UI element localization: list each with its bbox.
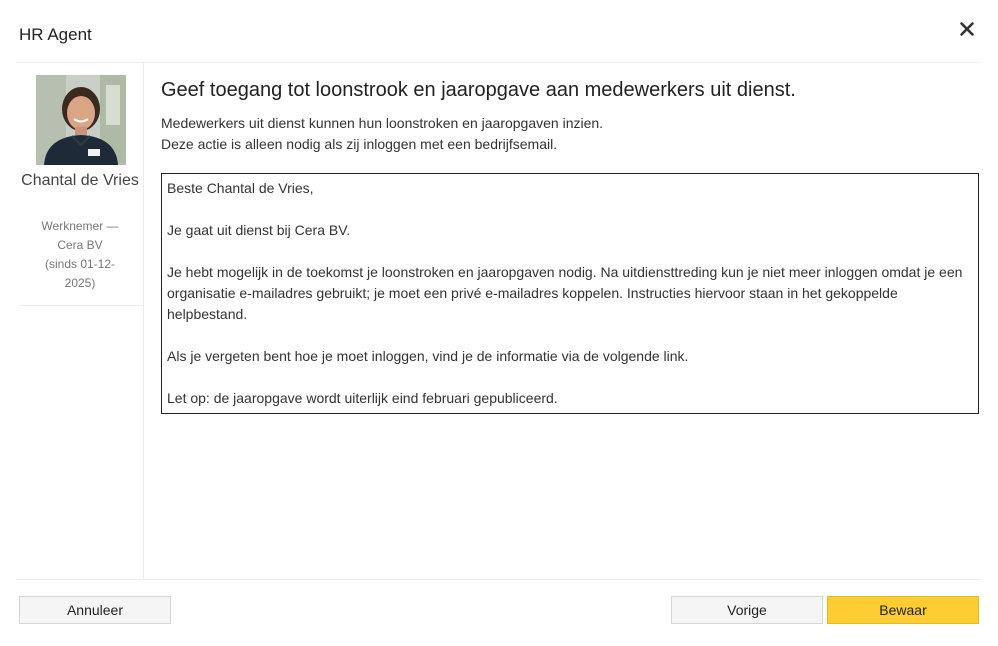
main-content [161, 63, 981, 579]
letter-paragraph: Je gaat uit dienst bij Cera BV. [167, 222, 351, 238]
dialog-header [0, 0, 998, 62]
description-line: Medewerkers uit dienst kunnen hun loonstroken en jaaropgaven inzien. [161, 115, 604, 131]
page-title: Geef toegang tot loonstrook en jaaropgave aan medewerkers uit dienst. [161, 79, 796, 101]
letter-paragraph: Als je vergeten bent hoe je moet inloggen, vind je de informatie via de volgende link. [167, 348, 689, 364]
description-line: Deze actie is alleen nodig als zij inloggen met een bedrijfsemail. [161, 136, 558, 152]
letter-paragraph: Let op: de jaaropgave wordt uiterlijk eind februari gepubliceerd. [167, 390, 558, 406]
previous-button[interactable]: Vorige [671, 596, 823, 624]
save-button[interactable]: Bewaar [827, 596, 979, 624]
role-line: (sinds 01-12- [44, 257, 116, 271]
avatar [36, 75, 126, 165]
role-line: 2025) [64, 276, 96, 290]
cancel-button[interactable]: Annuleer [19, 596, 171, 624]
role-line: Werknemer — [41, 219, 119, 233]
footer-divider [16, 579, 982, 580]
close-icon [955, 17, 979, 41]
dialog-title: HR Agent [19, 25, 92, 44]
description [161, 113, 603, 155]
employee-sidebar [16, 63, 144, 579]
letter-paragraph: Je hebt mogelijk in de toekomst je loonstroken en jaaropgaven nodig. Na uitdiensttreding kun je niet meer inloggen omdat je een organisatie e-mailadres gebruikt; je moet een privé e-mailadres koppelen. Instructies hiervoor staan in het gekoppelde helpbestand. [167, 264, 963, 322]
role-line: Cera BV [57, 238, 103, 252]
letter-textarea[interactable] [161, 173, 979, 414]
sidebar-divider [20, 305, 144, 306]
close-button[interactable] [955, 17, 979, 41]
employee-name: Chantal de Vries [21, 172, 139, 189]
letter-paragraph: Beste Chantal de Vries, [167, 180, 314, 196]
employee-role [16, 217, 144, 293]
